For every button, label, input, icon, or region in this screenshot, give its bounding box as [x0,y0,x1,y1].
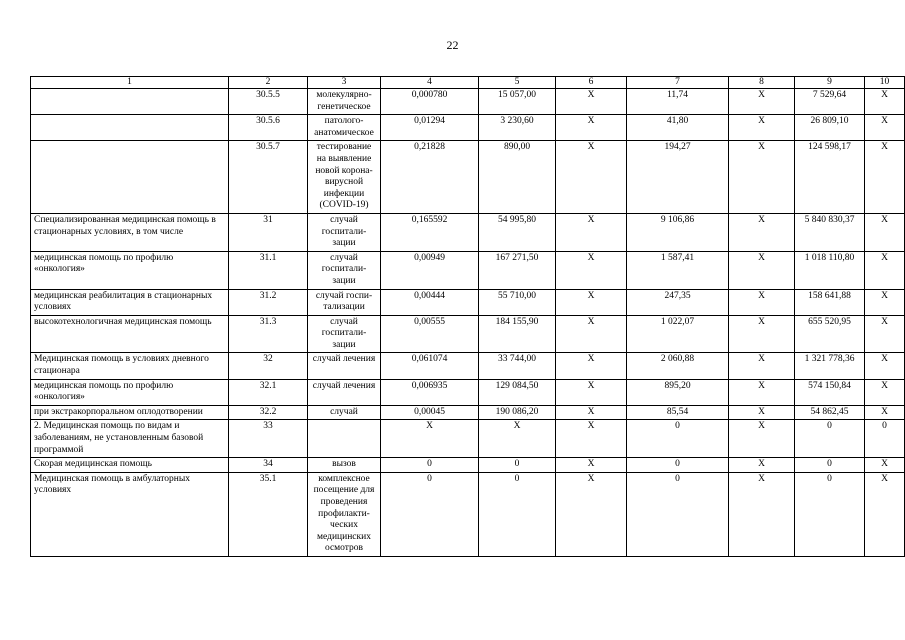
row-name: медицинская реабилитация в стационарных условиях [31,289,229,315]
row-unit: молекулярно-генетическое [308,89,381,115]
row-unit: случай лечения [308,353,381,379]
column-header: 10 [865,77,905,89]
column-header: 7 [627,77,729,89]
table-row [31,379,905,405]
page-number: 22 [446,38,459,52]
table-row [31,458,905,473]
row-name [31,141,229,214]
cell-value: 5 840 830,37 [795,213,865,251]
column-header: 1 [31,77,229,89]
cell-value: X [556,315,627,353]
cell-value: X [865,353,905,379]
column-header: 8 [729,77,795,89]
cell-value: 574 150,84 [795,379,865,405]
column-header: 9 [795,77,865,89]
cell-value: 26 809,10 [795,115,865,141]
cell-value: 0 [381,458,479,473]
cell-value: 0 [479,472,556,556]
cell-value: 1 022,07 [627,315,729,353]
table-row [31,251,905,289]
row-name: Медицинская помощь в амбулаторных условиях [31,472,229,556]
table-row [31,420,905,458]
row-unit: вызов [308,458,381,473]
cell-value: X [556,115,627,141]
row-code: 30.5.5 [229,89,308,115]
table-row [31,89,905,115]
row-unit [308,420,381,458]
cell-value: X [556,353,627,379]
row-name: Скорая медицинская помощь [31,458,229,473]
cell-value: 129 084,50 [479,379,556,405]
cell-value: X [865,315,905,353]
row-unit: случай госпи-тализации [308,289,381,315]
row-unit: комплексное посещение для проведения профилакти-ческих медицинских осмотров [308,472,381,556]
cell-value: X [556,420,627,458]
row-code: 31.2 [229,289,308,315]
cell-value: X [556,289,627,315]
cell-value: X [729,213,795,251]
row-name: 2. Медицинская помощь по видам и заболеваниям, не установленным базовой программой [31,420,229,458]
cell-value: 7 529,64 [795,89,865,115]
cell-value: 0 [479,458,556,473]
cell-value: 184 155,90 [479,315,556,353]
cell-value: X [556,379,627,405]
cell-value: 0,21828 [381,141,479,214]
row-code: 31.1 [229,251,308,289]
row-unit: случай госпитали-зации [308,251,381,289]
cell-value: X [729,315,795,353]
cell-value: X [865,405,905,420]
row-name [31,115,229,141]
cell-value: X [729,115,795,141]
row-name: Специализированная медицинская помощь в стационарных условиях, в том числе [31,213,229,251]
cell-value: X [381,420,479,458]
cell-value: X [556,405,627,420]
cell-value: X [865,458,905,473]
cell-value: 190 086,20 [479,405,556,420]
row-name: медицинская помощь по профилю «онкология» [31,251,229,289]
row-unit: случай госпитали-зации [308,213,381,251]
row-unit: случай госпитали-зации [308,315,381,353]
row-unit: случай лечения [308,379,381,405]
column-header: 2 [229,77,308,89]
row-code: 31.3 [229,315,308,353]
cell-value: 895,20 [627,379,729,405]
cell-value: 85,54 [627,405,729,420]
cell-value: 0 [795,458,865,473]
table-row [31,315,905,353]
cell-value: X [556,213,627,251]
cell-value: X [729,458,795,473]
cell-value: 194,27 [627,141,729,214]
cell-value: 0 [381,472,479,556]
cell-value: X [729,89,795,115]
cell-value: X [729,353,795,379]
cell-value: X [729,405,795,420]
cell-value: X [865,472,905,556]
cell-value: 0,00949 [381,251,479,289]
row-unit: тестирование на выявление новой корона-вирусной инфекции (COVID-19) [308,141,381,214]
cell-value: 890,00 [479,141,556,214]
table-row [31,141,905,214]
cell-value: X [556,251,627,289]
cell-value: 54 995,80 [479,213,556,251]
cell-value: X [729,141,795,214]
row-unit: патолого-анатомическое [308,115,381,141]
cell-value: X [556,89,627,115]
cell-value: 1 018 110,80 [795,251,865,289]
cell-value: X [729,472,795,556]
row-code: 34 [229,458,308,473]
cell-value: 655 520,95 [795,315,865,353]
row-code: 35.1 [229,472,308,556]
cell-value: 2 060,88 [627,353,729,379]
column-header: 6 [556,77,627,89]
cell-value: X [865,141,905,214]
cell-value: X [729,379,795,405]
cell-value: 0,00444 [381,289,479,315]
row-code: 30.5.6 [229,115,308,141]
cell-value: X [556,472,627,556]
row-code: 32.1 [229,379,308,405]
cell-value: X [865,251,905,289]
cell-value: X [556,458,627,473]
cell-value: 54 862,45 [795,405,865,420]
table-row [31,405,905,420]
row-code: 32.2 [229,405,308,420]
cell-value: X [865,289,905,315]
data-table [30,76,905,557]
row-name: при экстракорпоральном оплодотворении [31,405,229,420]
cell-value: 0 [795,420,865,458]
cell-value: X [865,379,905,405]
cell-value: X [865,213,905,251]
cell-value: 0,00555 [381,315,479,353]
column-header: 5 [479,77,556,89]
row-name: Медицинская помощь в условиях дневного стационара [31,353,229,379]
cell-value: 0,01294 [381,115,479,141]
cell-value: 0,165592 [381,213,479,251]
cell-value: 55 710,00 [479,289,556,315]
row-code: 32 [229,353,308,379]
cell-value: X [479,420,556,458]
cell-value: 247,35 [627,289,729,315]
cell-value: 3 230,60 [479,115,556,141]
cell-value: X [556,141,627,214]
cell-value: 0,006935 [381,379,479,405]
cell-value: 41,80 [627,115,729,141]
cell-value: 0 [795,472,865,556]
table-row [31,213,905,251]
cell-value: X [729,420,795,458]
cell-value: X [729,251,795,289]
column-header: 3 [308,77,381,89]
table-row [31,289,905,315]
row-name [31,89,229,115]
cell-value: 15 057,00 [479,89,556,115]
cell-value: X [865,115,905,141]
cell-value: X [729,289,795,315]
row-name: высокотехнологичная медицинская помощь [31,315,229,353]
cell-value: 167 271,50 [479,251,556,289]
cell-value: 9 106,86 [627,213,729,251]
cell-value: 0,00045 [381,405,479,420]
row-name: медицинская помощь по профилю «онкология» [31,379,229,405]
row-code: 30.5.7 [229,141,308,214]
cell-value: 0 [627,472,729,556]
table-row [31,115,905,141]
cell-value: 0,000780 [381,89,479,115]
row-code: 31 [229,213,308,251]
cell-value: 11,74 [627,89,729,115]
cell-value: 1 321 778,36 [795,353,865,379]
cell-value: 0,061074 [381,353,479,379]
cell-value: 33 744,00 [479,353,556,379]
cell-value: 0 [627,420,729,458]
cell-value: 0 [627,458,729,473]
cell-value: 0 [865,420,905,458]
row-unit: случай [308,405,381,420]
table-row [31,472,905,556]
column-header: 4 [381,77,479,89]
cell-value: X [865,89,905,115]
table-row [31,353,905,379]
cell-value: 158 641,88 [795,289,865,315]
row-code: 33 [229,420,308,458]
header-row [31,77,905,89]
cell-value: 1 587,41 [627,251,729,289]
cell-value: 124 598,17 [795,141,865,214]
